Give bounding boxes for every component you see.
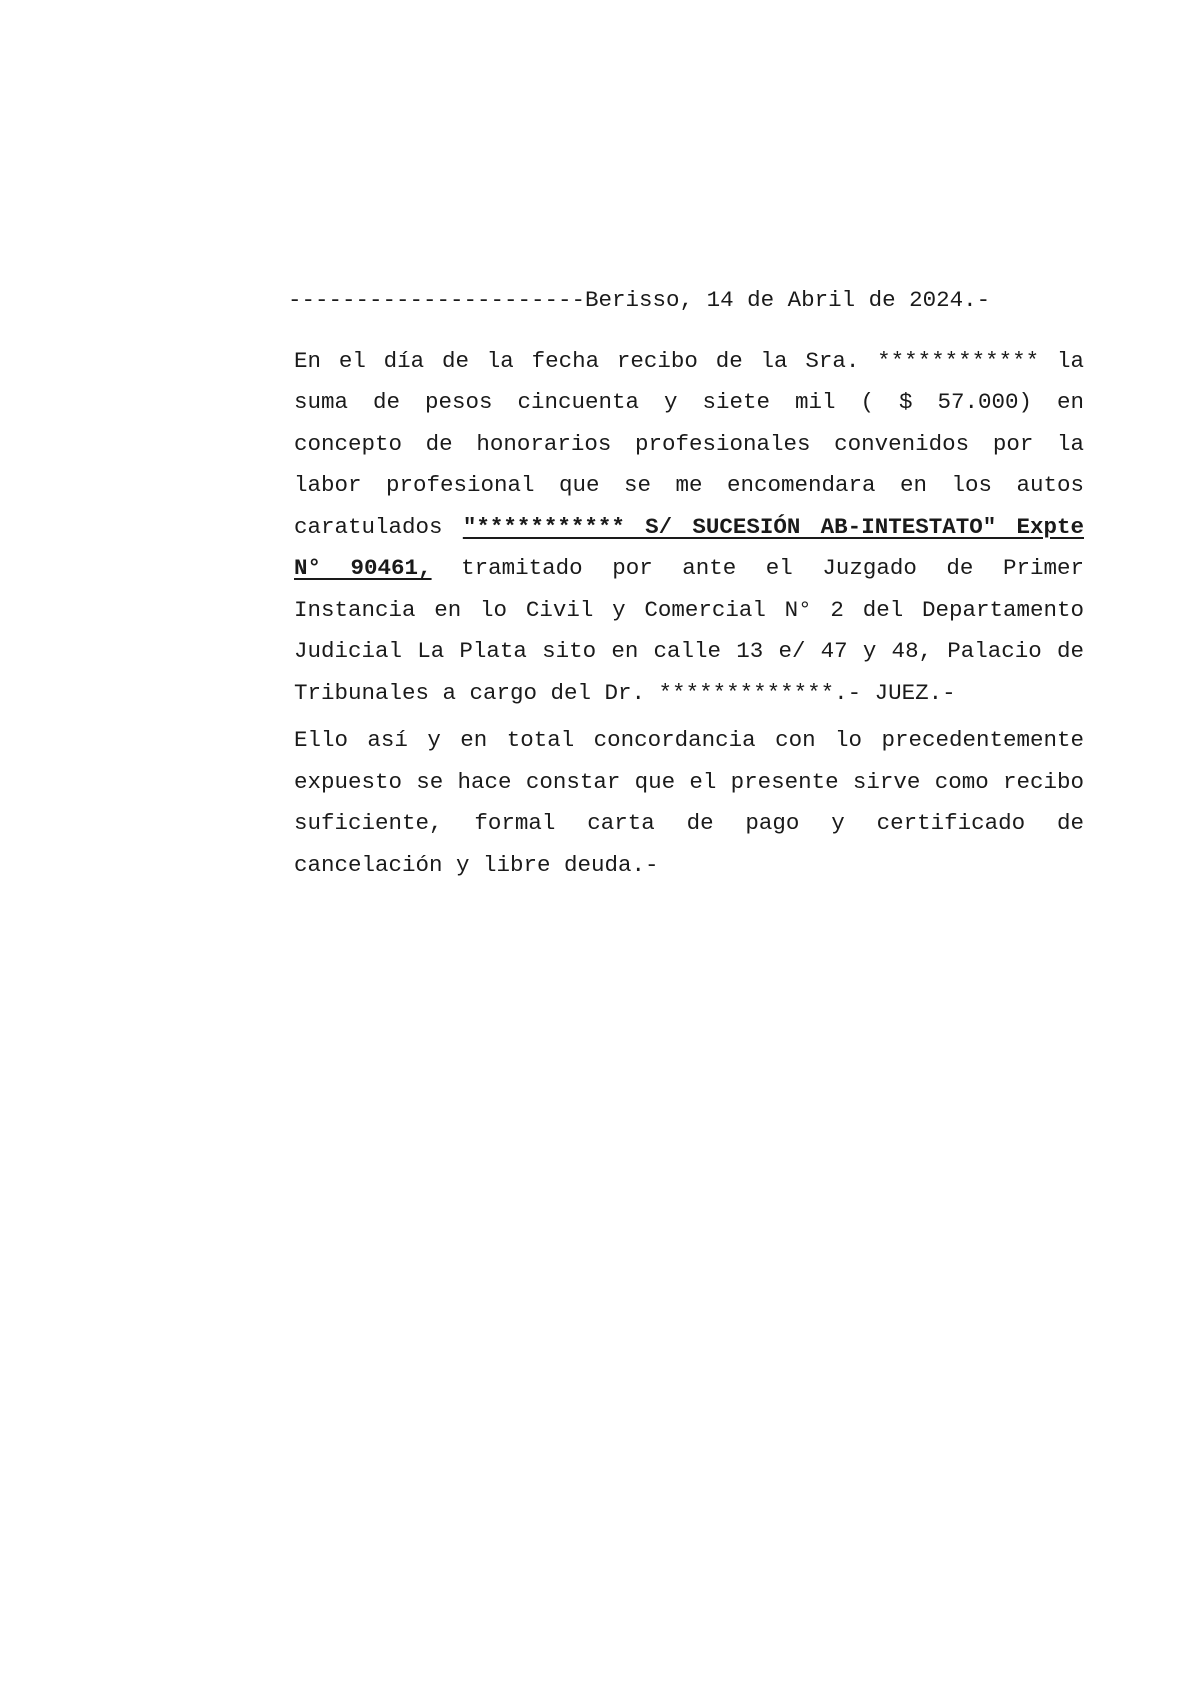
document-body [288, 280, 1084, 892]
receipt-paragraph [294, 341, 1084, 715]
case-title: "*********** S/ SUCESIÓN AB-INTESTATO" Expte N° 90461, [294, 513, 1084, 581]
receipt-text-part1: En el día de la fecha recibo de la Sra. ************ la suma de pesos cincuenta y siete mil ( $ 57.000) en concepto de honorarios profesionales convenidos por la labor profesional que se me encomendara en los autos caratulados [294, 347, 1084, 540]
receipt-text-part2: tramitado por ante el Juzgado de Primer Instancia en lo Civil y Comercial N° 2 del Departamento Judicial La Plata sito en calle 13 e/ 47 y 48, Palacio de Tribunales a cargo del Dr. *************.- JUEZ.- [294, 555, 1084, 706]
closing-paragraph: Ello así y en total concordancia con lo precedentemente expuesto se hace constar que el presente sirve como recibo suficiente, formal carta de pago y certificado de cancelación y libre deuda.- [294, 727, 1084, 878]
date-line: ----------------------Berisso, 14 de Abril de 2024.- [288, 287, 991, 313]
